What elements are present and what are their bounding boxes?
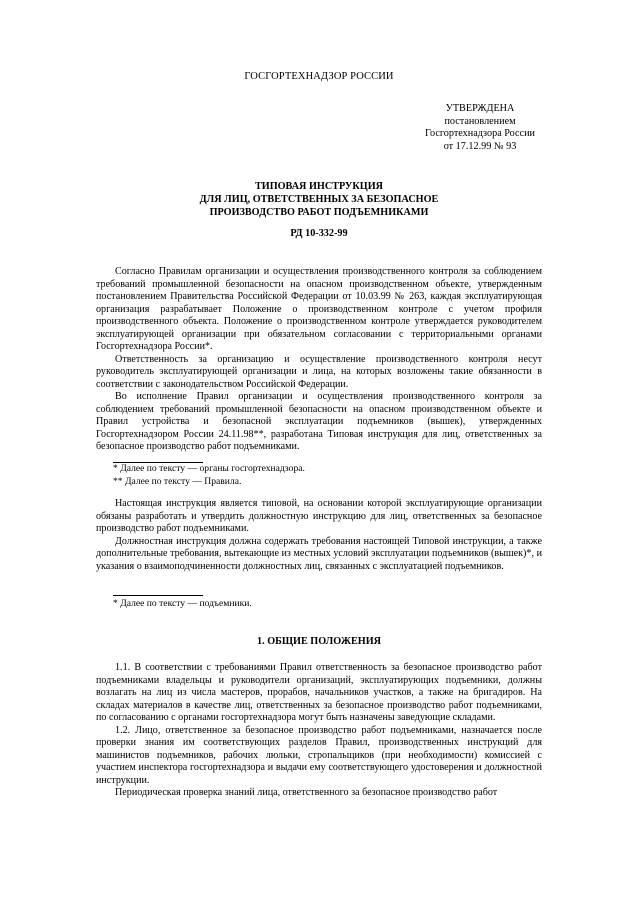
preamble-text [96, 266, 542, 454]
section-heading: 1. ОБЩИЕ ПОЛОЖЕНИЯ [257, 636, 381, 647]
title-line: ДЛЯ ЛИЦ, ОТВЕТСТВЕННЫХ ЗА БЕЗОПАСНОЕ [199, 193, 439, 205]
document-number: РД 10-332-99 [290, 228, 348, 239]
footnote-divider [113, 595, 203, 596]
title-line: ТИПОВАЯ ИНСТРУКЦИЯ [254, 181, 384, 192]
approval-line: Госгортехнадзора России [425, 128, 535, 139]
paragraph: 1.1. В соответствии с требованиями Правил ответственность за безопасное производство работ подъемниками владельцы и руководители организаций, эксплуатирующих подъемники, должны возлагать на лиц из числа мастеров, прорабов, начальников участков, а также на бригадиров. На складах материалов в качестве лиц, ответственных за безопасное производство работ подъемниками, по согласованию с органами госгортехнадзора могут быть назначены заведующие складами. [96, 662, 542, 723]
paragraph: Настоящая инструкция является типовой, на основании которой эксплуатирующие организации обязаны разработать и утвердить должностную инструкцию для лиц, ответственных за безопасное производство работ подъемниками. [96, 498, 542, 534]
approval-line: постановлением [444, 115, 516, 127]
footnote: * Далее по тексту — подъемники. [113, 598, 252, 609]
section-text [96, 662, 542, 800]
footnote: ** Далее по тексту — Правила. [113, 476, 242, 487]
paragraph: Во исполнение Правил организации и осуществления производственного контроля за соблюдением требований промышленной безопасности на опасном производственном объекте и Правил устройства и безопасной эксплуатации подъемников (вышек), утвержденных Госгортехнадзором России 24.11.98**, разработана Типовая инструкция для лиц, ответственных за безопасное производство работ подъемниками. [96, 391, 542, 452]
paragraph: Должностная инструкция должна содержать требования настоящей Типовой инструкции, а также дополнительные требования, вытекающие из местных условий эксплуатации подъемников (вышек)*, и указания о взаимоподчиненности должностных лиц, связанных с эксплуатацией подъемников. [96, 535, 542, 572]
approval-line: УТВЕРЖДЕНА [445, 103, 515, 114]
paragraph: Ответственность за организацию и осуществление производственного контроля несут руководитель эксплуатирующей организации и лица, на которых возложены такие обязанности в соответствии с законодательством Российской Федерации. [96, 353, 542, 390]
agency-header: ГОСГОРТЕХНАДЗОР РОССИИ [244, 71, 394, 82]
footnote: * Далее по тексту — органы госгортехнадзора. [113, 463, 305, 474]
approval-line: от 17.12.99 № 93 [443, 140, 517, 152]
paragraph: 1.2. Лицо, ответственное за безопасное производство работ подъемниками, назначается после проверки знания им соответствующих разделов Правил, производственных инструкций для машинистов подъемников, рабочих люльки, стропальщиков (при необходимости) комиссией с участием инспектора госгортехнадзора и выдачи ему соответствующего удостоверения и должностной инструкции. [96, 724, 542, 786]
title-line: ПРОИЗВОДСТВО РАБОТ ПОДЪЕМНИКАМИ [209, 206, 429, 218]
paragraph: Периодическая проверка знаний лица, ответственного за безопасное производство работ [115, 787, 498, 798]
document-title [0, 181, 638, 219]
middle-text [96, 498, 542, 573]
paragraph: Согласно Правилам организации и осуществления производственного контроля за соблюдением требований промышленной безопасности на опасном производственном объекте, утвержденным постановлением Правительства Российской Федерации от 10.03.99 № 263, каждая эксплуатирующая организация разрабатывает Положение о производственном контроле с учетом профиля производственного объекта. Положение о производственном контроле утверждается руководителем эксплуатирующей организации при обязательном согласовании с территориальными органами Госгортехнадзора России*. [96, 266, 542, 352]
approval-stamp [400, 103, 560, 153]
